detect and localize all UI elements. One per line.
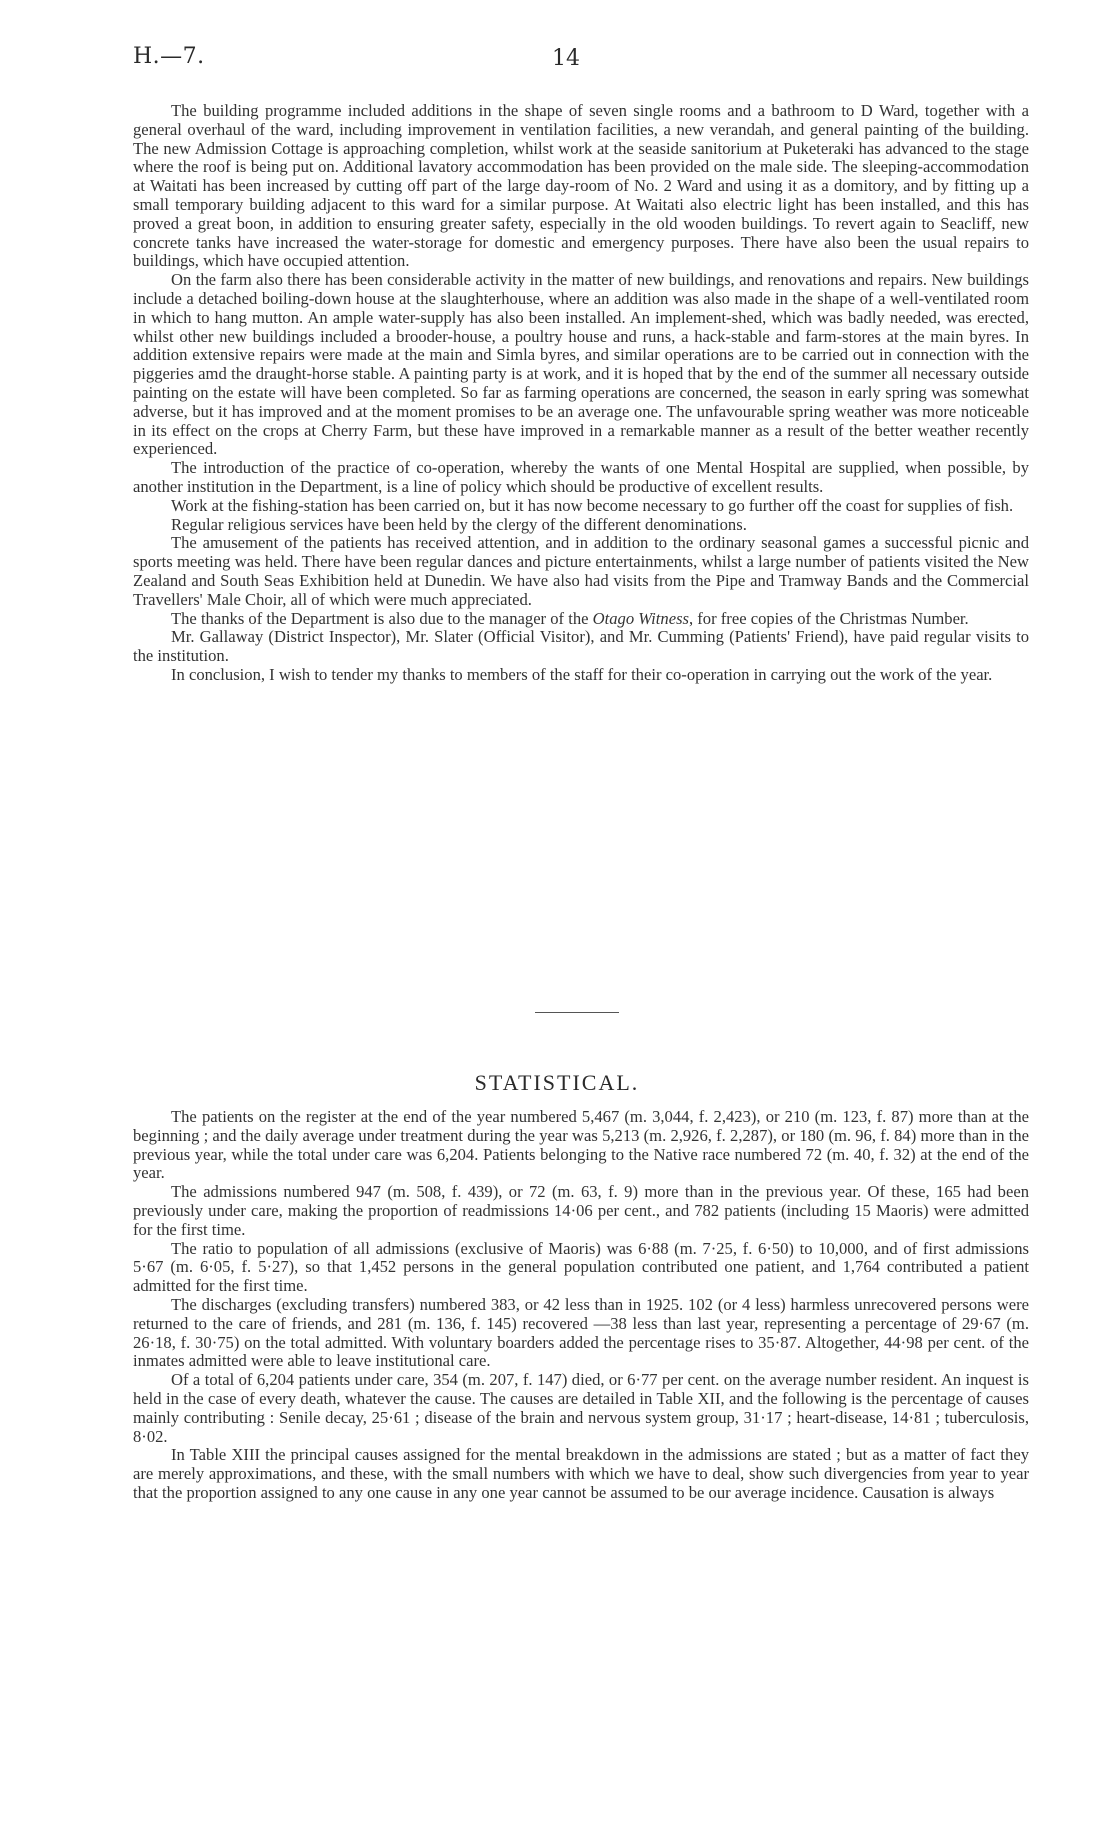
paragraph-visitors: Mr. Gallaway (District Inspector), Mr. Slater (Official Visitor), and Mr. Cumming (Patients' Friend), have paid regular visits to the institution. — [133, 627, 1029, 666]
paragraph-fishing-station: Work at the fishing-station has been carried on, but it has now become necessary to go further off the coast for supplies of fish. — [171, 495, 1014, 515]
page-number: 14 — [552, 46, 580, 71]
paragraph-conclusion: In conclusion, I wish to tender my thanks to members of the staff for their co-operation in carrying out the work of the year. — [171, 664, 993, 684]
thanks-text-end: , for free copies of the Christmas Number. — [688, 608, 969, 628]
section-divider — [535, 1012, 619, 1013]
statistical-body — [133, 1108, 1029, 1503]
report-body — [133, 102, 1029, 685]
paragraph-admissions: The admissions numbered 947 (m. 508, f. 439), or 72 (m. 63, f. 9) more than in the previous year. Of these, 165 had been previously under care, making the proportion of readmissions 14·06 per cent., and 782 patients (including 15 Maoris) were admitted for the first time. — [133, 1182, 1029, 1239]
paragraph-amusement: The amusement of the patients has received attention, and in addition to the ordinary seasonal games a successful picnic and sports meeting was held. There have been regular dances and picture entertainments, whilst a large number of patients visited the New Zealand and South Seas Exhibition held at Dunedin. We have also had visits from the Pipe and Tramway Bands and the Commercial Travellers' Male Choir, all of which were much appreciated. — [133, 533, 1029, 609]
paragraph-building-programme: The building programme included additions in the shape of seven single rooms and a bathroom to D Ward, together with a general overhaul of the ward, including improvement in ventilation facilities, a new verandah, and general painting of the building. The new Admission Cottage is approaching completion, whilst work at the seaside sanitorium at Puketeraki has advanced to the stage where the roof is being put on. Additional lavatory accommodation has been provided on the male side. The sleeping-accommodation at Waitati has been increased by cutting off part of the large day-room of No. 2 Ward and using it as a domitory, and by fitting up a small temporary building adjacent to this ward for a similar purpose. At Waitati also electric light has been installed, and this has proved a great boon, in addition to ensuring greater safety, especially in the old wooden buildings. To revert again to Seacliff, new concrete tanks have increased the water-storage for domestic and emergency purposes. There have also been the usual repairs to buildings, which have occupied attention. — [133, 101, 1029, 271]
paragraph-register: The patients on the register at the end of the year numbered 5,467 (m. 3,044, f. 2,423), or 210 (m. 123, f. 87) more than at the beginning ; and the daily average under treatment during the year was 5,213 (m. 2,926, f. 2,287), or 180 (m. 96, f. 84) more than in the previous year, while the total under care was 6,204. Patients belonging to the Native race numbered 72 (m. 40, f. 32) at the end of the year. — [133, 1107, 1029, 1183]
paragraph-discharges: The discharges (excluding transfers) numbered 383, or 42 less than in 1925. 102 (or 4 less) harmless unrecovered persons were returned to the care of friends, and 281 (m. 136, f. 145) recovered —38 less than last year, representing a percentage of 29·67 (m. 26·18, f. 30·75) on the total admitted. With voluntary boarders added the percentage rises to 35·87. Altogether, 44·98 per cent. of the inmates admitted were able to leave institutional care. — [133, 1294, 1029, 1371]
paragraph-ratio: The ratio to population of all admissions (exclusive of Maoris) was 6·88 (m. 7·25, f. 6·50) to 10,000, and of first admissions 5·67 (m. 6·05, f. 5·27), so that 1,452 persons in the general population contributed one patient, and 1,764 contributed a patient admitted for the first time. — [133, 1238, 1029, 1296]
paragraph-deaths: Of a total of 6,204 patients under care, 354 (m. 207, f. 147) died, or 6·77 per cent. on the average number resident. An inquest is held in the case of every death, whatever the cause. The causes are detailed in Table XII, and the following is the percentage of causes mainly contributing : Senile decay, 25·61 ; disease of the brain and nervous system group, 31·17 ; heart-disease, 14·81 ; tuberculosis, 8·02. — [133, 1370, 1029, 1446]
report-reference: H.—7. — [133, 44, 205, 69]
paragraph-thanks — [133, 610, 1029, 629]
paragraph-religious-services: Regular religious services have been held by the clergy of the different denominations. — [171, 514, 747, 534]
paragraph-co-operation: The introduction of the practice of co-operation, whereby the wants of one Mental Hospital are supplied, when possible, by another institution in the Department, is a line of policy which should be productive of excellent results. — [133, 458, 1029, 496]
thanks-text-start: The thanks of the Department is also due to the manager of the — [171, 608, 593, 628]
paragraph-farm: On the farm also there has been considerable activity in the matter of new buildings, and renovations and repairs. New buildings include a detached boiling-down house at the slaughterhouse, where an addition was also made in the shape of a well-ventilated room in which to hang mutton. An ample water-supply has also been installed. An implement-shed, which was badly needed, was erected, whilst other new buildings included a brooder-house, a poultry house and runs, a hack-stable and farm-stores at the main byres. In addition extensive repairs were made at the main and Simla byres, and similar operations are to be carried out in connection with the piggeries amd the draught-horse stable. A painting party is at work, and it is hoped that by the end of the summer all necessary outside painting on the estate will have been completed. So far as farming operations are concerned, the season in early spring was somewhat adverse, but it has improved and at the moment promises to be an average one. The unfavourable spring weather was more noticeable in its effect on the crops at Cherry Farm, but these have improved in a remarkable manner as a result of the better weather recently experienced. — [133, 270, 1029, 459]
paragraph-causes: In Table XIII the principal causes assigned for the mental breakdown in the admissions are stated ; but as a matter of fact they are merely approximations, and these, with the small numbers with which we have to deal, show such divergencies from year to year that the proportion assigned to any one cause in any one year cannot be assumed to be our average incidence. Causation is always — [133, 1445, 1029, 1502]
statistical-heading: STATISTICAL. — [474, 1070, 640, 1095]
newspaper-title: Otago Witness — [592, 608, 689, 628]
